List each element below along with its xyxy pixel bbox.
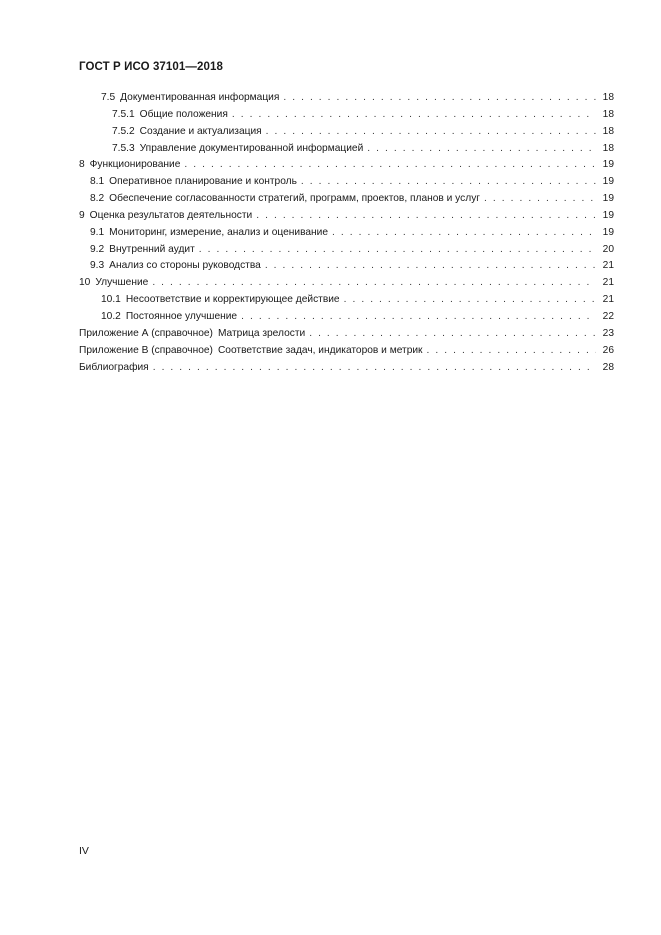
toc-entry-number: 9.1 [90,226,105,238]
toc-entry-title: Оценка результатов деятельности [89,209,253,221]
toc-entry-title: Общие положения [139,108,228,120]
toc-entry[interactable] [79,277,614,294]
toc-entry-number: Приложение А (справочное) [79,327,213,339]
toc-entry[interactable] [79,210,614,227]
toc-entry[interactable] [79,92,614,109]
toc-entry-number: 8 [79,159,85,171]
toc-entry-page: 19 [602,193,614,205]
toc-entry-page: 22 [602,310,614,322]
toc-entry-page: 19 [602,209,614,221]
toc-entry-number: 7.5.3 [112,142,135,154]
toc-entry-page: 19 [602,176,614,188]
toc-entry-page: 28 [602,361,614,373]
toc-entry-number: 10.2 [101,310,121,322]
toc-entry-page: 23 [602,327,614,339]
toc-leader-dots [199,244,596,255]
toc-entry-page: 18 [602,125,614,137]
toc-leader-dots [184,159,596,170]
toc-entry-label [79,159,180,170]
toc-entry-title: Функционирование [89,159,181,171]
toc-leader-dots [283,92,596,103]
toc-entry[interactable] [79,193,614,210]
toc-entry[interactable] [79,345,614,362]
toc-entry-title: Оперативное планирование и контроль [109,176,297,188]
document-header: ГОСТ Р ИСО 37101—2018 [79,61,224,73]
toc-entry[interactable] [79,311,614,328]
toc-entry-label [79,294,340,305]
toc-leader-dots [256,210,596,221]
toc-entry[interactable] [79,244,614,261]
toc-entry-label [79,311,237,322]
toc-entry[interactable] [79,159,614,176]
toc-leader-dots [266,126,596,137]
toc-leader-dots [265,260,596,271]
toc-entry-title: Несоответствие и корректирующее действие [125,294,340,306]
toc-entry-number: 8.2 [90,193,105,205]
toc-leader-dots [241,311,596,322]
toc-leader-dots [232,109,596,120]
toc-entry-page: 21 [602,294,614,306]
toc-entry-title: Улучшение [95,277,149,289]
toc-entry-page: 21 [602,260,614,272]
toc-entry-title: Матрица зрелости [217,327,306,339]
toc-entry-label [79,345,423,356]
toc-entry-number: 7.5.1 [112,108,135,120]
toc-entry-title: Документированная информация [120,92,280,103]
toc-entry-page: 19 [602,226,614,238]
toc-entry-title: Внутренний аудит [109,243,195,255]
toc-entry-number: 7.5.2 [112,125,135,137]
toc-leader-dots [309,328,596,339]
toc-entry-label [79,277,148,288]
toc-entry-title: Обеспечение согласованности стратегий, программ, проектов, планов и услуг [109,193,481,205]
toc-entry-title: Анализ со стороны руководства [109,260,261,272]
toc-entry-page: 20 [602,243,614,255]
toc-leader-dots [427,345,596,356]
toc-entry-title: Управление документированной информацией [139,142,364,154]
toc-entry-number: 9.3 [90,260,105,272]
toc-leader-dots [152,277,596,288]
toc-entry-number: 10.1 [101,294,121,306]
toc-entry-label [79,126,262,137]
toc-leader-dots [332,227,596,238]
toc-entry-label [79,227,328,238]
toc-entry[interactable] [79,294,614,311]
toc-leader-dots [153,362,596,373]
toc-entry[interactable] [79,126,614,143]
toc-entry-label [79,328,305,339]
toc-entry-title: Соответствие задач, индикаторов и метрик [217,344,423,356]
toc-entry-label [79,210,252,221]
toc-entry[interactable] [79,143,614,160]
toc-entry-page: 18 [602,142,614,154]
toc-entry-page: 18 [602,92,614,103]
toc-entry-label [79,362,149,373]
toc-entry-label [79,143,363,154]
toc-entry-page: 18 [602,108,614,120]
toc-entry[interactable] [79,362,614,379]
toc-entry-label [79,92,279,103]
toc-entry-number: 10 [79,277,91,289]
toc-entry[interactable] [79,109,614,126]
toc-entry-number: Приложение В (справочное) [79,344,213,356]
toc-entry[interactable] [79,176,614,193]
toc-entry[interactable] [79,260,614,277]
toc-entry-number: 7.5 [101,92,116,103]
toc-leader-dots [344,294,596,305]
toc-entry-label [79,260,261,271]
toc-entry-title: Постоянное улучшение [125,310,238,322]
toc-entry-number: 9 [79,209,85,221]
toc-leader-dots [367,143,596,154]
table-of-contents [79,92,614,378]
toc-entry-title: Библиография [79,361,149,373]
toc-entry-title: Мониторинг, измерение, анализ и оценивание [109,226,329,238]
page-number: IV [79,845,89,857]
toc-leader-dots [484,193,596,204]
toc-entry-page: 26 [602,344,614,356]
toc-entry-label [79,109,228,120]
toc-entry-label [79,176,297,187]
toc-entry[interactable] [79,328,614,345]
toc-entry-page: 21 [602,277,614,289]
toc-entry-number: 8.1 [90,176,105,188]
toc-entry-number: 9.2 [90,243,105,255]
toc-entry[interactable] [79,227,614,244]
toc-entry-label [79,244,195,255]
toc-entry-label [79,193,480,204]
toc-leader-dots [301,176,596,187]
toc-entry-page: 19 [602,159,614,171]
toc-entry-title: Создание и актуализация [139,125,262,137]
